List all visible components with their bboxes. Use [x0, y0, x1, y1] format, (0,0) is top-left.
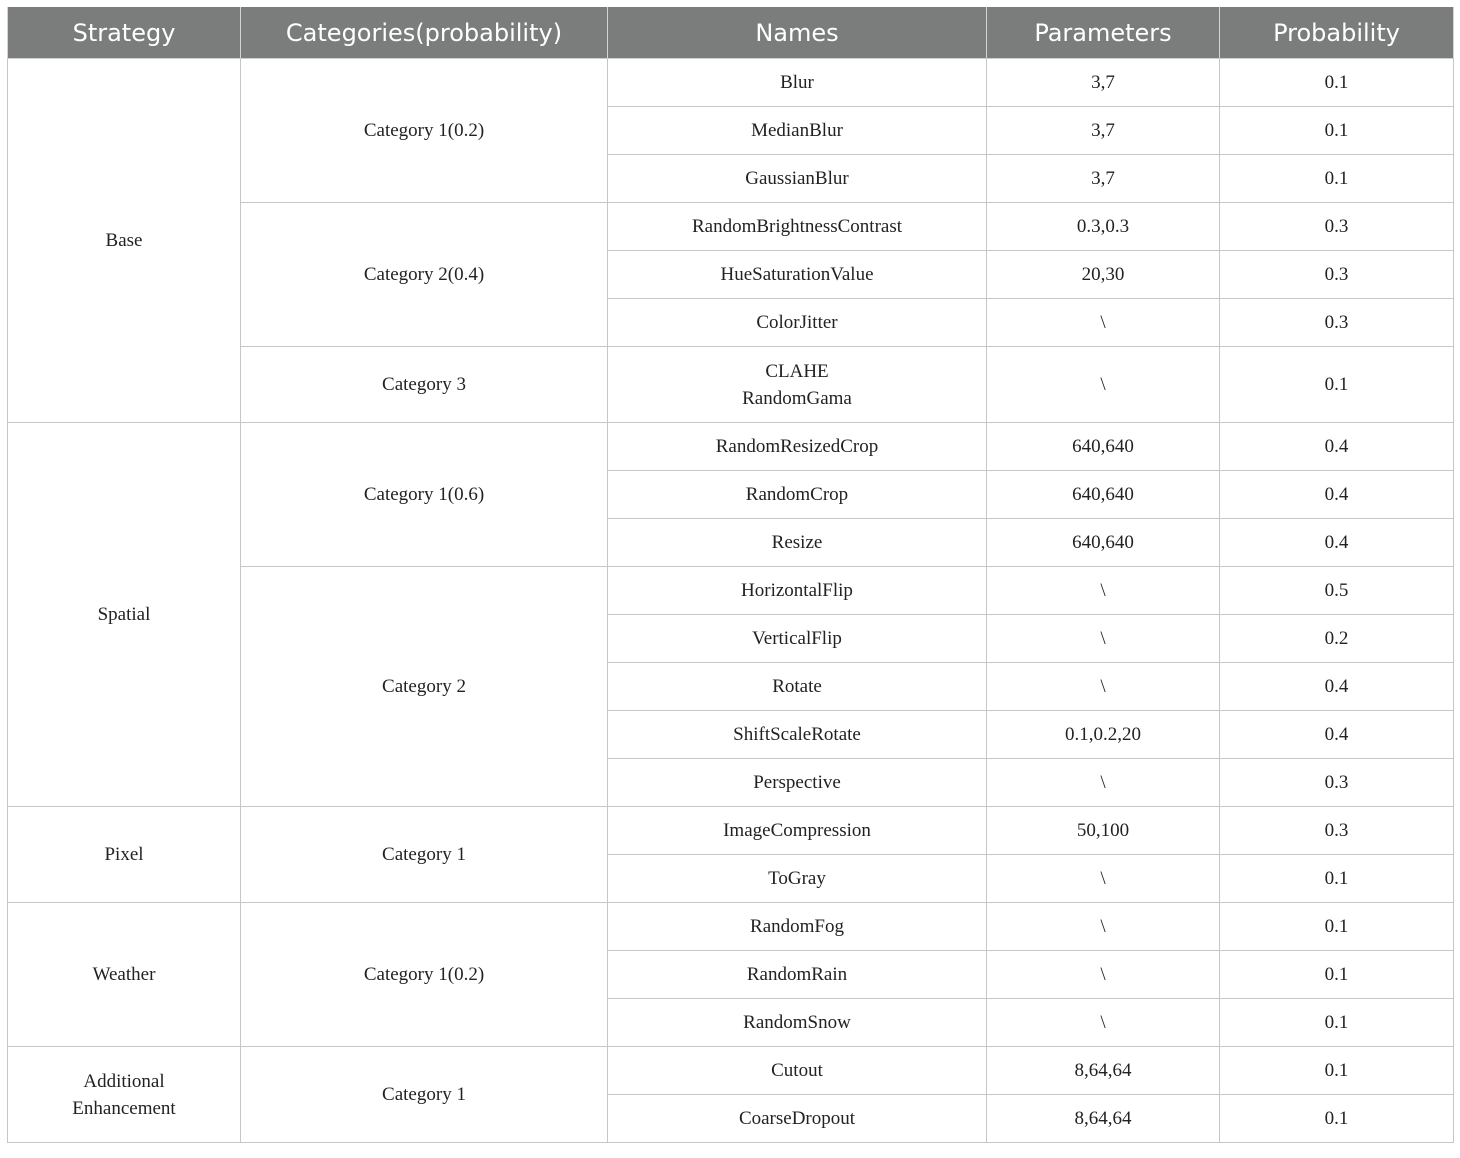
parameters-cell: \	[987, 567, 1220, 615]
name-cell: HorizontalFlip	[608, 567, 987, 615]
name-cell: RandomRain	[608, 951, 987, 999]
parameters-cell: \	[987, 855, 1220, 903]
category-cell: Category 2	[241, 567, 608, 807]
header-names: Names	[608, 7, 987, 59]
table-row	[8, 59, 1454, 107]
probability-cell: 0.1	[1220, 903, 1454, 951]
name-cell: GaussianBlur	[608, 155, 987, 203]
table-row	[8, 1047, 1454, 1095]
name-line: RandomGama	[742, 387, 852, 409]
strategy-cell: Weather	[8, 903, 241, 1047]
name-cell: ToGray	[608, 855, 987, 903]
name-cell: HueSaturationValue	[608, 251, 987, 299]
name-cell: ColorJitter	[608, 299, 987, 347]
table-row	[8, 423, 1454, 471]
table-header	[8, 7, 1454, 59]
probability-cell: 0.1	[1220, 951, 1454, 999]
table-body	[8, 59, 1454, 1143]
name-cell: VerticalFlip	[608, 615, 987, 663]
strategy-cell: Spatial	[8, 423, 241, 807]
category-cell: Category 1(0.2)	[241, 903, 608, 1047]
name-cell	[608, 347, 987, 423]
strategy-line: Enhancement	[72, 1097, 176, 1119]
category-cell: Category 1(0.2)	[241, 59, 608, 203]
header-row	[8, 7, 1454, 59]
probability-cell: 0.5	[1220, 567, 1454, 615]
probability-cell: 0.1	[1220, 999, 1454, 1047]
strategy-cell: Pixel	[8, 807, 241, 903]
parameters-cell: \	[987, 903, 1220, 951]
probability-cell: 0.3	[1220, 807, 1454, 855]
parameters-cell: 640,640	[987, 423, 1220, 471]
augmentation-table	[7, 7, 1454, 1143]
name-cell: Blur	[608, 59, 987, 107]
parameters-cell: 640,640	[987, 519, 1220, 567]
header-categories: Categories(probability)	[241, 7, 608, 59]
category-cell: Category 1	[241, 1047, 608, 1143]
parameters-cell: 0.3,0.3	[987, 203, 1220, 251]
probability-cell: 0.1	[1220, 155, 1454, 203]
probability-cell: 0.4	[1220, 423, 1454, 471]
category-cell: Category 1	[241, 807, 608, 903]
parameters-cell: \	[987, 951, 1220, 999]
probability-cell: 0.4	[1220, 711, 1454, 759]
parameters-cell: \	[987, 999, 1220, 1047]
strategy-cell	[8, 1047, 241, 1143]
header-probability: Probability	[1220, 7, 1454, 59]
parameters-cell: 8,64,64	[987, 1095, 1220, 1143]
header-strategy: Strategy	[8, 7, 241, 59]
parameters-cell: \	[987, 615, 1220, 663]
name-cell: Rotate	[608, 663, 987, 711]
strategy-cell: Base	[8, 59, 241, 423]
name-cell: Resize	[608, 519, 987, 567]
parameters-cell: \	[987, 759, 1220, 807]
probability-cell: 0.1	[1220, 1047, 1454, 1095]
name-cell: RandomBrightnessContrast	[608, 203, 987, 251]
probability-cell: 0.1	[1220, 107, 1454, 155]
parameters-cell: \	[987, 347, 1220, 423]
name-cell: Cutout	[608, 1047, 987, 1095]
probability-cell: 0.1	[1220, 59, 1454, 107]
strategy-line: Additional	[83, 1070, 165, 1092]
parameters-cell: \	[987, 299, 1220, 347]
probability-cell: 0.4	[1220, 519, 1454, 567]
parameters-cell: 640,640	[987, 471, 1220, 519]
parameters-cell: 3,7	[987, 107, 1220, 155]
name-cell: ImageCompression	[608, 807, 987, 855]
name-cell: CoarseDropout	[608, 1095, 987, 1143]
parameters-cell: 3,7	[987, 155, 1220, 203]
probability-cell: 0.1	[1220, 1095, 1454, 1143]
probability-cell: 0.3	[1220, 299, 1454, 347]
category-cell: Category 1(0.6)	[241, 423, 608, 567]
probability-cell: 0.1	[1220, 347, 1454, 423]
probability-cell: 0.2	[1220, 615, 1454, 663]
augmentation-table-container	[7, 7, 1453, 1143]
parameters-cell: 0.1,0.2,20	[987, 711, 1220, 759]
probability-cell: 0.4	[1220, 663, 1454, 711]
header-parameters: Parameters	[987, 7, 1220, 59]
probability-cell: 0.3	[1220, 203, 1454, 251]
table-row	[8, 903, 1454, 951]
name-cell: MedianBlur	[608, 107, 987, 155]
probability-cell: 0.4	[1220, 471, 1454, 519]
parameters-cell: 20,30	[987, 251, 1220, 299]
name-cell: Perspective	[608, 759, 987, 807]
parameters-cell: \	[987, 663, 1220, 711]
parameters-cell: 50,100	[987, 807, 1220, 855]
probability-cell: 0.1	[1220, 855, 1454, 903]
name-cell: ShiftScaleRotate	[608, 711, 987, 759]
name-cell: RandomSnow	[608, 999, 987, 1047]
probability-cell: 0.3	[1220, 251, 1454, 299]
table-row	[8, 807, 1454, 855]
name-line: CLAHE	[765, 360, 829, 382]
parameters-cell: 8,64,64	[987, 1047, 1220, 1095]
name-cell: RandomFog	[608, 903, 987, 951]
probability-cell: 0.3	[1220, 759, 1454, 807]
name-cell: RandomCrop	[608, 471, 987, 519]
category-cell: Category 3	[241, 347, 608, 423]
name-cell: RandomResizedCrop	[608, 423, 987, 471]
category-cell: Category 2(0.4)	[241, 203, 608, 347]
parameters-cell: 3,7	[987, 59, 1220, 107]
